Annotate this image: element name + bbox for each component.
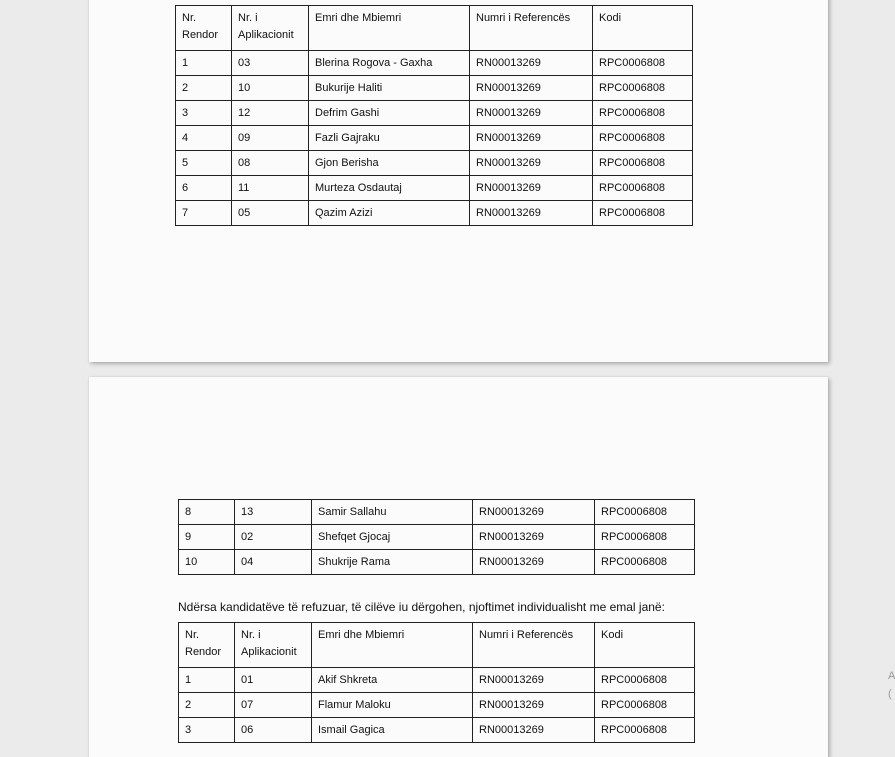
table-body <box>176 6 693 226</box>
document-page-2 <box>89 377 828 757</box>
clipped-side-text: ( <box>888 688 892 700</box>
table-cell: 05 <box>232 201 309 226</box>
column-header: Kodi <box>593 6 693 51</box>
table-cell: 02 <box>235 525 312 550</box>
table-cell: 2 <box>176 76 232 101</box>
table-header-row <box>179 623 695 668</box>
table-cell: RN00013269 <box>473 525 595 550</box>
table-cell: 03 <box>232 51 309 76</box>
table-cell: RN00013269 <box>473 668 595 693</box>
table-cell: RN00013269 <box>470 76 593 101</box>
table-cell: 11 <box>232 176 309 201</box>
table-row <box>176 126 693 151</box>
rejected-candidates-table <box>178 622 695 743</box>
table-cell: 1 <box>179 668 235 693</box>
table-row <box>176 101 693 126</box>
table-cell: 1 <box>176 51 232 76</box>
table-cell: Fazli Gajraku <box>309 126 470 151</box>
rejected-candidates-intro: Ndërsa kandidatëve të refuzuar, të cilëve iu dërgohen, njoftimet individualisht me emal janë: <box>178 600 665 614</box>
column-header: Nr. i Aplikacionit <box>235 623 312 668</box>
table-cell: Defrim Gashi <box>309 101 470 126</box>
table-cell: Bukurije Haliti <box>309 76 470 101</box>
column-header: Nr. i Aplikacionit <box>232 6 309 51</box>
table-cell: 01 <box>235 668 312 693</box>
table-cell: Murteza Osdautaj <box>309 176 470 201</box>
table-cell: RN00013269 <box>470 126 593 151</box>
table-cell: 09 <box>232 126 309 151</box>
table-cell: 3 <box>176 101 232 126</box>
table-row <box>179 500 695 525</box>
table-cell: RPC0006808 <box>595 550 695 575</box>
column-header: Emri dhe Mbiemri <box>309 6 470 51</box>
table-cell: RPC0006808 <box>595 718 695 743</box>
table-cell: RN00013269 <box>473 500 595 525</box>
table-cell: RPC0006808 <box>593 151 693 176</box>
column-header: Numri i Referencës <box>470 6 593 51</box>
table-cell: RPC0006808 <box>593 51 693 76</box>
table-cell: RN00013269 <box>473 550 595 575</box>
table-cell: 06 <box>235 718 312 743</box>
accepted-candidates-table-continued <box>178 499 695 575</box>
table-cell: 04 <box>235 550 312 575</box>
table-cell: Shefqet Gjocaj <box>312 525 473 550</box>
column-header: Kodi <box>595 623 695 668</box>
table-header-row <box>176 6 693 51</box>
table-cell: RN00013269 <box>470 176 593 201</box>
table-cell: 9 <box>179 525 235 550</box>
table-cell: RPC0006808 <box>593 76 693 101</box>
table-cell: Qazim Azizi <box>309 201 470 226</box>
table-cell: 13 <box>235 500 312 525</box>
column-header: Numri i Referencës <box>473 623 595 668</box>
table-cell: Shukrije Rama <box>312 550 473 575</box>
table-cell: Blerina Rogova - Gaxha <box>309 51 470 76</box>
clipped-side-text: A <box>888 670 895 682</box>
table-cell: 6 <box>176 176 232 201</box>
table-cell: RN00013269 <box>473 693 595 718</box>
table-cell: RN00013269 <box>473 718 595 743</box>
table-cell: 07 <box>235 693 312 718</box>
table-cell: RN00013269 <box>470 101 593 126</box>
table-cell: Samir Sallahu <box>312 500 473 525</box>
table-cell: 5 <box>176 151 232 176</box>
table-row <box>176 151 693 176</box>
table-cell: Gjon Berisha <box>309 151 470 176</box>
table-cell: Flamur Maloku <box>312 693 473 718</box>
table-cell: Akif Shkreta <box>312 668 473 693</box>
table-cell: 10 <box>179 550 235 575</box>
table-cell: RPC0006808 <box>593 176 693 201</box>
table-row <box>176 51 693 76</box>
table-cell: 8 <box>179 500 235 525</box>
table-cell: 12 <box>232 101 309 126</box>
table-cell: 3 <box>179 718 235 743</box>
table-cell: RPC0006808 <box>593 126 693 151</box>
table-cell: RPC0006808 <box>593 101 693 126</box>
table-cell: RN00013269 <box>470 151 593 176</box>
column-header: Emri dhe Mbiemri <box>312 623 473 668</box>
table-row <box>179 668 695 693</box>
table-cell: 7 <box>176 201 232 226</box>
table-cell: RN00013269 <box>470 51 593 76</box>
table-row <box>176 176 693 201</box>
document-page-1 <box>89 0 828 362</box>
table-cell: RPC0006808 <box>593 201 693 226</box>
table-row <box>176 76 693 101</box>
table-row <box>179 525 695 550</box>
column-header: Nr. Rendor <box>179 623 235 668</box>
table-cell: RPC0006808 <box>595 668 695 693</box>
table-row <box>179 718 695 743</box>
table-cell: RPC0006808 <box>595 525 695 550</box>
table-cell: Ismail Gagica <box>312 718 473 743</box>
table-cell: 4 <box>176 126 232 151</box>
table-cell: RPC0006808 <box>595 500 695 525</box>
column-header: Nr. Rendor <box>176 6 232 51</box>
table-row <box>176 201 693 226</box>
table-cell: 10 <box>232 76 309 101</box>
table-cell: RN00013269 <box>470 201 593 226</box>
table-body <box>179 623 695 743</box>
table-body <box>179 500 695 575</box>
table-cell: 2 <box>179 693 235 718</box>
table-cell: RPC0006808 <box>595 693 695 718</box>
table-row <box>179 693 695 718</box>
table-row <box>179 550 695 575</box>
table-cell: 08 <box>232 151 309 176</box>
accepted-candidates-table <box>175 5 693 226</box>
